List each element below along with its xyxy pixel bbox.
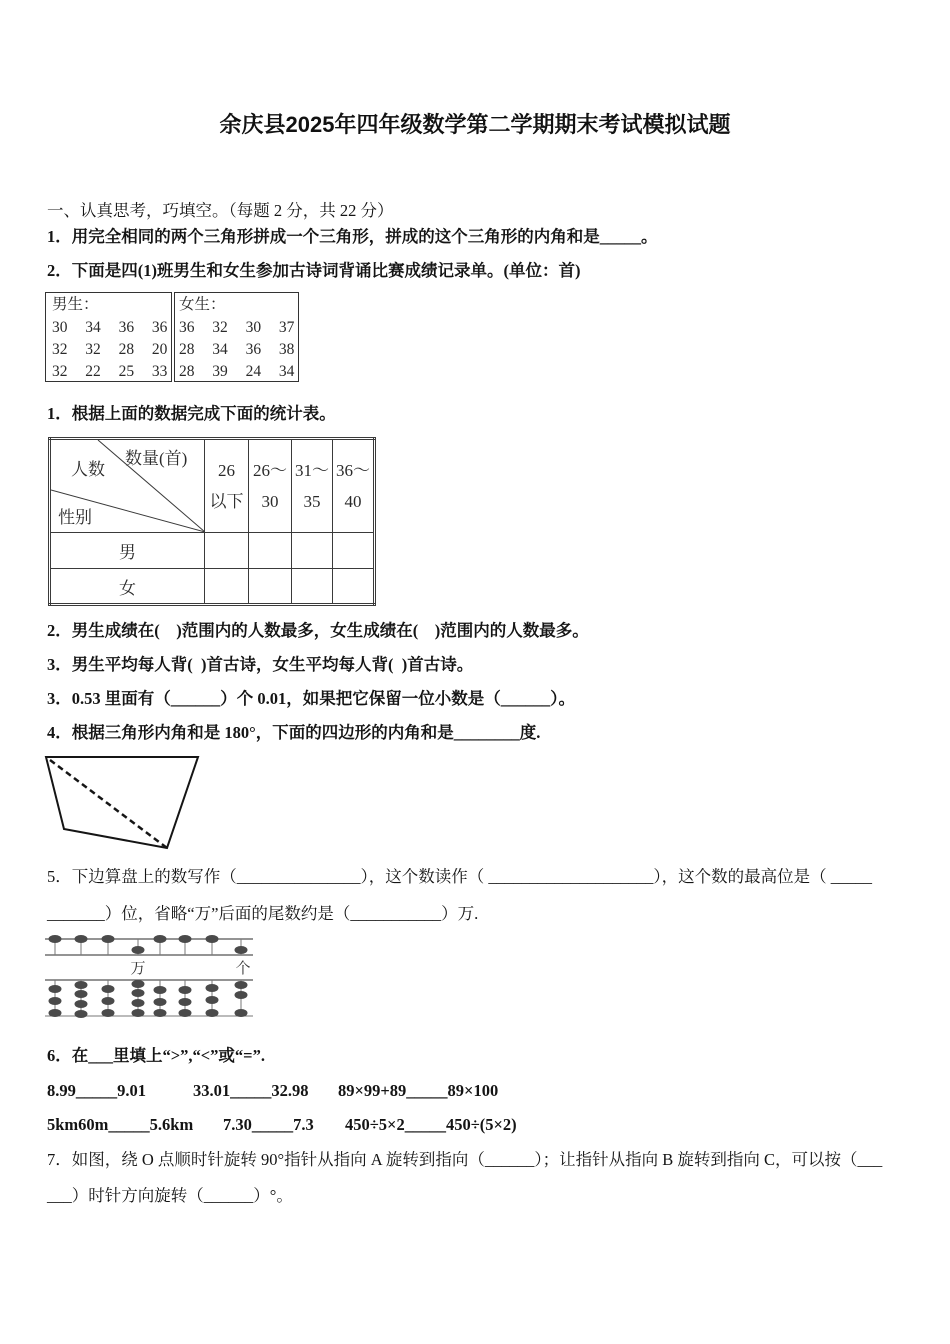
record-value: 20 — [151, 341, 168, 358]
row-label-boys: 男 — [50, 533, 205, 569]
record-value: 22 — [85, 363, 101, 380]
abacus-lower-bead — [102, 997, 115, 1005]
column-header-line1: 36～ — [336, 461, 370, 480]
record-value: 36 — [245, 341, 262, 358]
question-2-sub-1: 1．根据上面的数据完成下面的统计表。 — [47, 404, 336, 423]
abacus-lower-bead — [49, 1009, 62, 1017]
record-value: 38 — [278, 341, 295, 358]
abacus-lower-bead — [179, 998, 192, 1006]
question-1: 1．用完全相同的两个三角形拼成一个三角形，拼成的这个三角形的内角和是_____。 — [47, 227, 658, 246]
abacus-lower-bead — [154, 986, 167, 994]
column-header-line1: 26～ — [253, 461, 287, 480]
record-row — [179, 339, 312, 361]
abacus-lower-bead — [206, 996, 219, 1004]
question-2-sub-2: 2．男生成绩在( )范围内的人数最多，女生成绩在( )范围内的人数最多。 — [47, 621, 589, 640]
record-row — [52, 361, 185, 383]
abacus-lower-bead — [235, 981, 248, 989]
record-value: 39 — [212, 363, 228, 380]
record-value: 25 — [118, 363, 135, 380]
abacus-lower-bead — [179, 986, 192, 994]
abacus-lower-bead — [235, 991, 248, 999]
quadrilateral-outline — [46, 757, 198, 848]
record-value: 32 — [52, 341, 68, 358]
row-label-girls: 女 — [50, 569, 205, 605]
answer-cell — [292, 569, 333, 605]
answer-cell — [249, 533, 292, 569]
answer-cell — [333, 533, 375, 569]
record-value: 28 — [179, 363, 195, 380]
abacus-beads — [49, 935, 251, 1018]
abacus-label-ge: 个 — [235, 961, 251, 977]
column-header-line1: 31～ — [295, 461, 329, 480]
record-value: 34 — [212, 341, 228, 358]
record-row — [52, 339, 185, 361]
record-value: 36 — [151, 319, 168, 336]
abacus-lower-bead — [154, 998, 167, 1006]
diagonal-header-cell — [50, 439, 205, 533]
column-header — [205, 439, 249, 533]
abacus-lower-bead — [206, 1009, 219, 1017]
question-7-line-1: 7．如图，绕 O 点顺时针旋转 90°指针从指向 A 旋转到指向（______）；让指针从指向 B 旋转到指向 C，可以按（___ — [47, 1150, 883, 1169]
answer-cell — [205, 533, 249, 569]
question-5-line-1: 5．下边算盘上的数写作（_______________），这个数读作（ ____________________），这个数的最高位是（ _____ — [47, 867, 872, 886]
record-row — [52, 317, 185, 339]
table-row — [50, 569, 375, 605]
record-value: 36 — [179, 319, 195, 336]
column-header-line2: 以下 — [209, 492, 244, 511]
boys-record-box — [45, 292, 172, 382]
abacus-figure — [40, 928, 260, 1022]
abacus-upper-bead — [154, 935, 167, 943]
corner-label-quantity: 数量(首) — [125, 449, 188, 468]
record-value: 28 — [118, 341, 135, 358]
abacus-upper-bead — [132, 946, 145, 954]
record-value: 34 — [278, 363, 295, 380]
girls-record-box — [174, 292, 299, 382]
stat-table — [48, 437, 376, 606]
question-2-sub-3: 3．男生平均每人背( )首古诗，女生平均每人背( )首古诗。 — [47, 655, 474, 674]
abacus-lower-bead — [132, 1009, 145, 1017]
abacus-lower-bead — [102, 1009, 115, 1017]
question-7-line-2: ___）时针方向旋转（______）°。 — [47, 1186, 293, 1205]
record-row — [179, 317, 312, 339]
section-heading: 一、认真思考，巧填空。（每题 2 分，共 22 分） — [47, 201, 394, 220]
comparison-item: 89×99+89_____89×100 — [338, 1081, 499, 1100]
abacus-upper-bead — [235, 946, 248, 954]
abacus-lower-bead — [132, 989, 145, 997]
abacus-lower-bead — [206, 984, 219, 992]
column-header — [292, 439, 333, 533]
record-value: 37 — [278, 319, 295, 336]
corner-label-gender: 性别 — [58, 508, 92, 527]
abacus-lower-bead — [49, 997, 62, 1005]
abacus-lower-bead — [75, 1010, 88, 1018]
comparison-item: 5km60m_____5.6km — [47, 1115, 194, 1134]
column-header-line1: 26 — [218, 461, 235, 480]
question-2-stem: 2．下面是四(1)班男生和女生参加古诗词背诵比赛成绩记录单。(单位：首) — [47, 261, 581, 280]
answer-cell — [249, 569, 292, 605]
column-header — [249, 439, 292, 533]
comparison-item: 8.99_____9.01 — [47, 1081, 146, 1100]
record-value: 30 — [52, 319, 68, 336]
record-value: 30 — [245, 319, 262, 336]
abacus-upper-bead — [75, 935, 88, 943]
abacus-lower-bead — [154, 1009, 167, 1017]
record-value: 32 — [85, 341, 101, 358]
stat-table-header-row — [50, 439, 375, 533]
abacus-lower-bead — [179, 1009, 192, 1017]
question-3: 3．0.53 里面有（______）个 0.01，如果把它保留一位小数是（______）。 — [47, 689, 575, 708]
answer-cell — [292, 533, 333, 569]
record-value: 33 — [151, 363, 168, 380]
record-value: 32 — [212, 319, 228, 336]
record-row — [179, 361, 312, 383]
column-header-line2: 40 — [344, 492, 362, 511]
comparison-item: 450÷5×2_____450÷(5×2) — [345, 1115, 517, 1134]
abacus-lower-bead — [75, 1000, 88, 1008]
record-value: 36 — [118, 319, 135, 336]
abacus-upper-bead — [102, 935, 115, 943]
abacus-lower-bead — [102, 985, 115, 993]
record-value: 28 — [179, 341, 195, 358]
dashed-diagonal — [50, 760, 167, 848]
column-header-line2: 35 — [303, 492, 321, 511]
boys-label: 男生： — [52, 296, 99, 313]
record-value: 34 — [85, 319, 101, 336]
question-4: 4．根据三角形内角和是 180°，下面的四边形的内角和是________度. — [47, 723, 541, 742]
quadrilateral-figure — [40, 750, 210, 855]
abacus-lower-bead — [132, 999, 145, 1007]
record-table — [45, 292, 299, 382]
abacus-label-wan: 万 — [130, 961, 146, 977]
page-title: 余庆县2025年四年级数学第二学期期末考试模拟试题 — [219, 112, 731, 137]
abacus-upper-bead — [49, 935, 62, 943]
answer-cell — [205, 569, 249, 605]
abacus-lower-bead — [75, 990, 88, 998]
abacus-lower-bead — [132, 980, 145, 988]
question-5-line-2: _______）位，省略“万”后面的尾数约是（___________）万. — [47, 904, 479, 923]
girls-label: 女生： — [179, 296, 226, 313]
abacus-lower-bead — [235, 1009, 248, 1017]
diagonal-header — [51, 440, 205, 532]
record-value: 32 — [52, 363, 68, 380]
comparison-item: 7.30_____7.3 — [223, 1115, 314, 1134]
abacus-upper-bead — [179, 935, 192, 943]
answer-cell — [333, 569, 375, 605]
column-header-line2: 30 — [261, 492, 279, 511]
abacus-upper-bead — [206, 935, 219, 943]
abacus-lower-bead — [75, 981, 88, 989]
abacus-lower-bead — [49, 985, 62, 993]
comparison-item: 33.01_____32.98 — [193, 1081, 309, 1100]
question-6-stem: 6．在___里填上“>”,“<”或“=”. — [47, 1046, 265, 1065]
corner-label-count: 人数 — [71, 460, 105, 479]
column-header — [333, 439, 375, 533]
record-value: 24 — [245, 363, 262, 380]
table-row — [50, 533, 375, 569]
